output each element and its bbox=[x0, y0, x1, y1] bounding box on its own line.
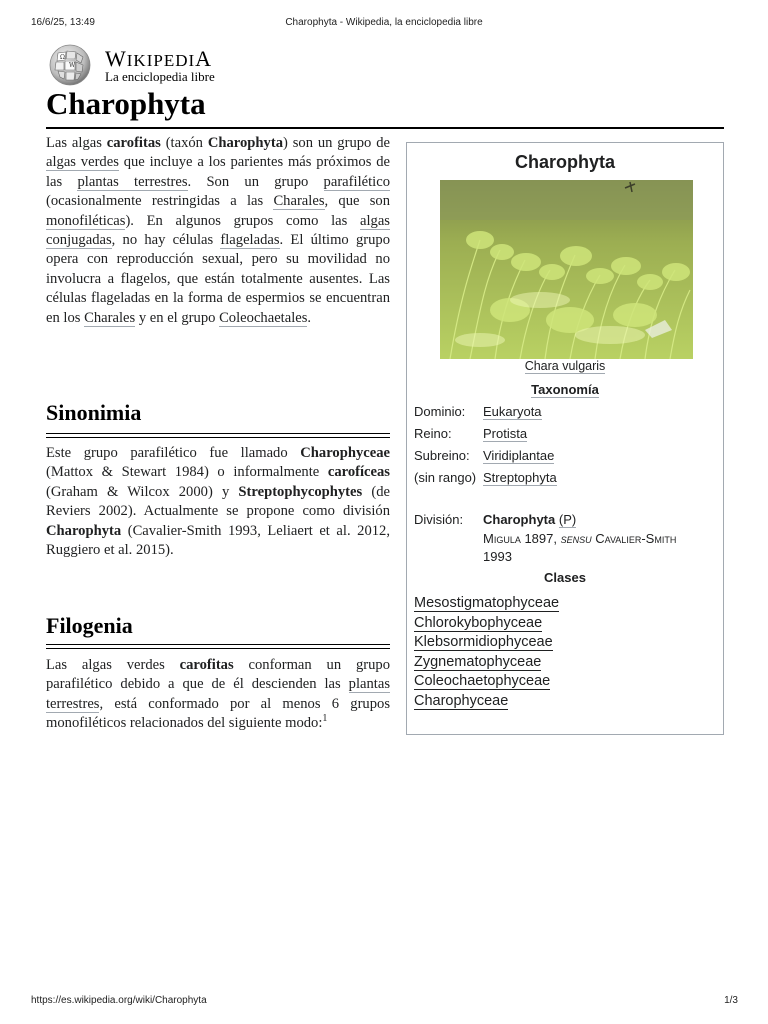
taxon-authority: Migula 1897, sensu Cavalier-Smith 1993 bbox=[483, 531, 677, 564]
link-algas-verdes[interactable]: algas verdes bbox=[46, 154, 119, 171]
link-mesostigmatophyceae[interactable]: Mesostigmatophyceae bbox=[414, 595, 560, 611]
svg-text:Ω: Ω bbox=[60, 54, 65, 61]
list-item bbox=[414, 692, 559, 712]
print-datetime: 16/6/25, 13:49 bbox=[31, 17, 95, 28]
list-item bbox=[414, 633, 559, 653]
link-chlorokybophyceae[interactable]: Chlorokybophyceae bbox=[414, 614, 543, 631]
link-protista[interactable]: Protista bbox=[483, 426, 528, 441]
svg-text:W: W bbox=[69, 62, 76, 69]
print-header bbox=[0, 17, 768, 31]
list-item bbox=[414, 614, 559, 634]
link-eukaryota[interactable]: Eukaryota bbox=[483, 404, 542, 419]
taxobox-title: Charophyta bbox=[514, 152, 615, 172]
section-divider bbox=[46, 433, 390, 434]
link-klebsormidiophyceae[interactable]: Klebsormidiophyceae bbox=[414, 634, 553, 650]
print-footer bbox=[0, 995, 768, 1009]
taxonomy-heading[interactable]: Taxonomía bbox=[531, 382, 599, 397]
link-coleochaetales[interactable]: Coleochaetales bbox=[219, 309, 308, 326]
wikipedia-tagline: La enciclopedia libre bbox=[105, 69, 215, 84]
wikipedia-logo[interactable] bbox=[46, 43, 246, 87]
taxobox-image[interactable] bbox=[440, 180, 693, 359]
link-charophyceae[interactable]: Charophyceae bbox=[414, 692, 509, 709]
intro-paragraph: Las algas carofitas (taxón Charophyta) son un grupo de algas verdes que incluye a los parientes más próximos de las plantas terrestres. Son un grupo parafilético (ocasionalmente restringidas a las Charales, que son monofiléticas). En algunos grupos como las algas conjugadas, no hay células flageladas. El último grupo opera con reproducción sexual, pero su movilidad no involucra a flagelos, que están totalmente ausentes. Las células flageladas en la forma de espermios se encuentran en los Charales y en el grupo Coleochaetales. bbox=[46, 135, 391, 326]
link-algas-conjugadas[interactable]: algas conjugadas bbox=[46, 212, 390, 249]
taxobox: Charophyta Chara vulgaris Taxonomía Dominio: Eukaryota Reino: Protista Subreino: Viridiplantae (sin rango) Streptophyta División: Charophyta (P) Migula 1897, sensu Cavalier-Smith 1993 Clases Mesostigmatophyceae Chlorokybophyceae Klebsormidiophyceae Zygnematophyceae Coleochaetophyceae Charophyceae bbox=[406, 142, 724, 735]
link-zygnematophyceae[interactable]: Zygnematophyceae bbox=[414, 653, 542, 670]
print-url: https://es.wikipedia.org/wiki/Charophyta bbox=[31, 995, 207, 1006]
title-divider bbox=[46, 127, 724, 129]
link-charales-2[interactable]: Charales bbox=[84, 309, 136, 326]
sinonimia-paragraph: Este grupo parafilético fue llamado Charophyceae (Mattox & Stewart 1984) o informalmente carofíceas (Graham & Wilcox 2000) y Streptophycophytes (de Reviers 2002). Actualmente se propone como división Charophyta (Cavalier-Smith 1993, Leliaert et al. 2012, Ruggiero et al. 2015). bbox=[46, 445, 390, 559]
heading-filogenia: Filogenia bbox=[46, 613, 133, 638]
wikipedia-wordmark: WIKIPEDIA bbox=[105, 46, 213, 71]
list-item bbox=[414, 653, 559, 673]
chara-vulgaris-photo bbox=[440, 180, 693, 359]
section-divider bbox=[46, 644, 390, 645]
link-parafiletico-p[interactable]: (P) bbox=[558, 512, 577, 527]
link-plantas-terrestres-2[interactable]: plantas terrestres bbox=[46, 676, 390, 712]
link-viridiplantae[interactable]: Viridiplantae bbox=[483, 448, 555, 463]
section-divider bbox=[46, 437, 390, 438]
link-coleochaetophyceae[interactable]: Coleochaetophyceae bbox=[414, 673, 551, 689]
filogenia-paragraph: Las algas verdes carofitas conforman un grupo parafilético debido a que de él descienden las plantas terrestres, está conformado por al menos 6 grupos monofiléticos relacionados del siguiente modo:$^1$ bbox=[46, 657, 390, 732]
wikipedia-globe-icon bbox=[46, 43, 94, 87]
page-title: Charophyta bbox=[46, 86, 206, 121]
taxobox-caption: Chara vulgaris bbox=[524, 359, 606, 373]
clases-list bbox=[414, 594, 559, 711]
print-page-title: Charophyta - Wikipedia, la enciclopedia libre bbox=[285, 17, 483, 28]
clases-heading: Clases bbox=[544, 570, 586, 585]
link-flageladas[interactable]: flageladas bbox=[220, 232, 280, 249]
list-item bbox=[414, 594, 559, 614]
link-plantas-terrestres[interactable]: plantas terrestres bbox=[77, 173, 188, 190]
reference-marker[interactable]: 1 bbox=[322, 713, 328, 725]
link-parafiletico[interactable]: parafilético bbox=[323, 173, 390, 190]
link-charales[interactable]: Charales bbox=[273, 193, 325, 210]
heading-sinonimia: Sinonimia bbox=[46, 400, 142, 425]
link-streptophyta[interactable]: Streptophyta bbox=[483, 470, 557, 485]
print-page-number: 1/3 bbox=[724, 995, 738, 1006]
list-item bbox=[414, 672, 559, 692]
link-monofileticas[interactable]: monofiléticas bbox=[46, 212, 126, 229]
section-divider bbox=[46, 648, 390, 649]
